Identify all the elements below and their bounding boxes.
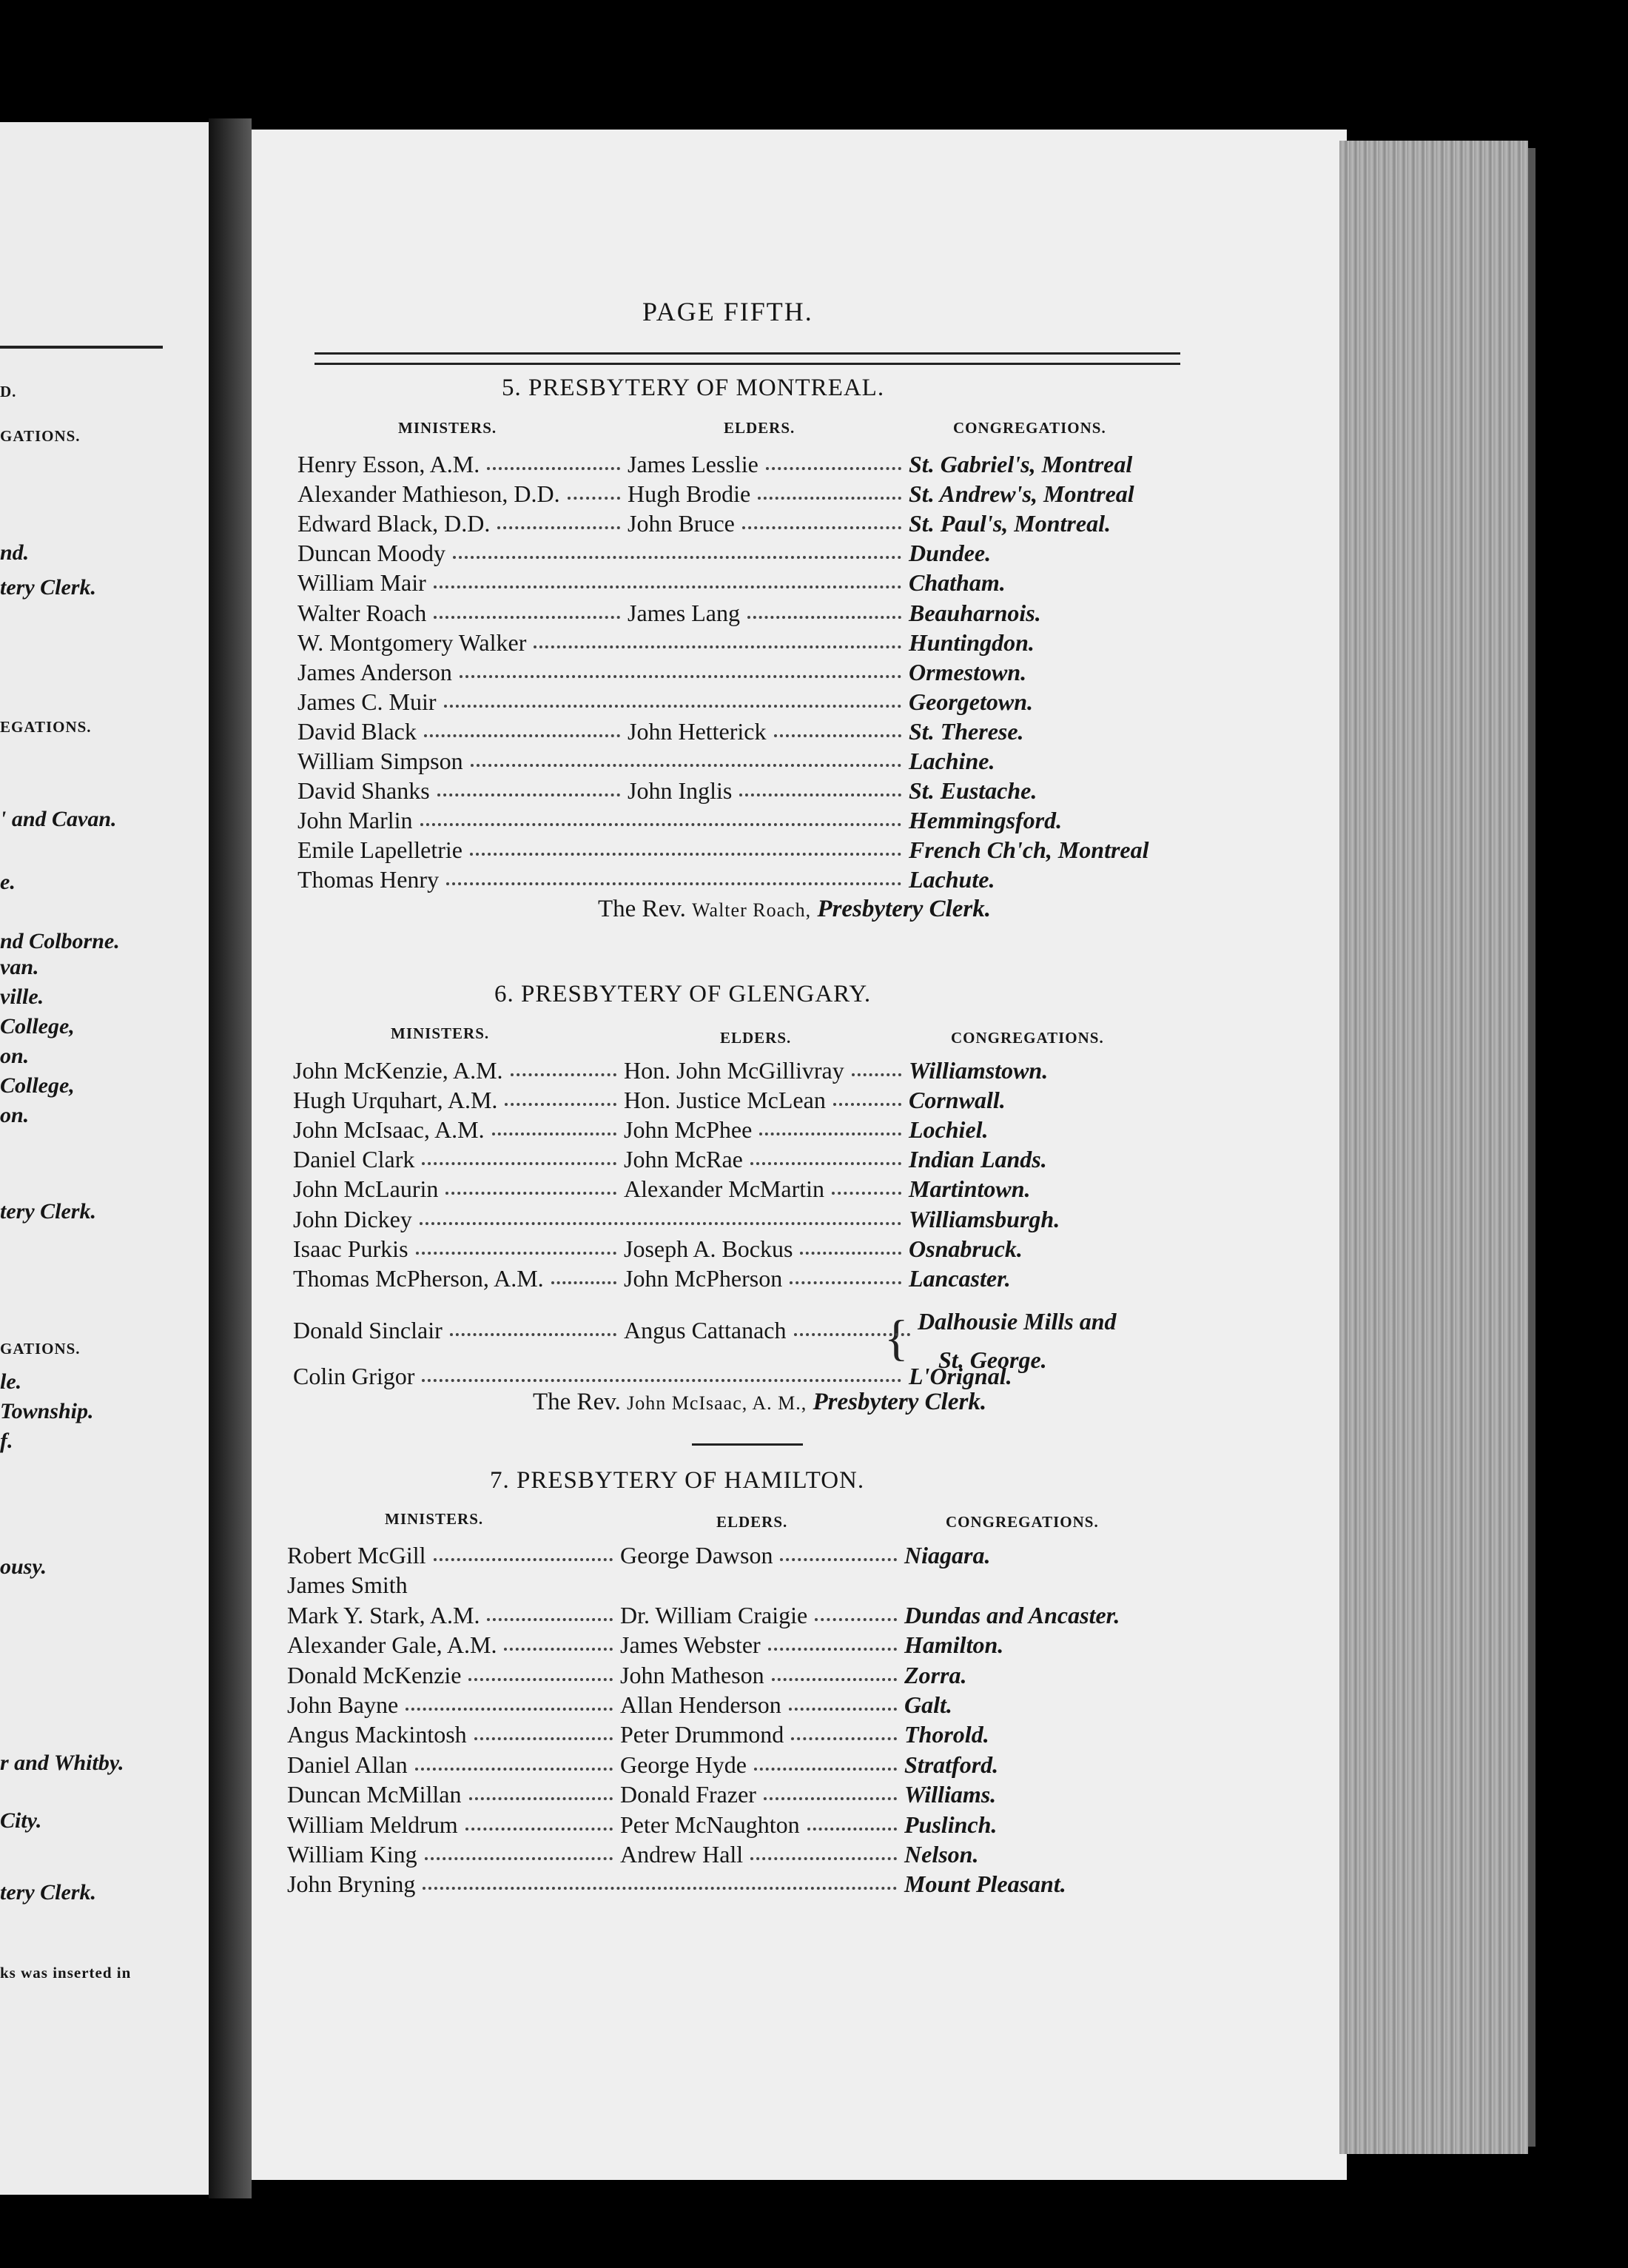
elder-cell: Peter McNaughton bbox=[620, 1811, 800, 1838]
minister-cell: Donald McKenzie bbox=[287, 1661, 462, 1688]
minister-cell: Mark Y. Stark, A.M. bbox=[287, 1601, 480, 1628]
elder-cell: John McPherson bbox=[624, 1264, 783, 1292]
dotted-leader bbox=[444, 705, 901, 708]
congregation-cell: St. Andrew's, Montreal bbox=[909, 480, 1134, 508]
minister-cell: John Bryning bbox=[287, 1871, 416, 1898]
left-page-fragment: City. bbox=[0, 1808, 42, 1833]
dotted-leader bbox=[774, 734, 901, 737]
congregation-cell: Williamstown. bbox=[909, 1057, 1049, 1084]
minister-cell: John Dickey bbox=[293, 1205, 412, 1232]
congregation-cell: Dundee. bbox=[909, 540, 992, 567]
congregation-cell: Lachine. bbox=[909, 748, 995, 774]
col-head-elders: ELDERS. bbox=[724, 419, 796, 437]
dotted-leader bbox=[568, 497, 620, 500]
dotted-leader bbox=[469, 1797, 613, 1800]
dotted-leader bbox=[815, 1618, 897, 1621]
left-page-fragment: r and Whitby. bbox=[0, 1751, 124, 1775]
table-row bbox=[0, 510, 1628, 540]
dotted-leader bbox=[422, 1379, 901, 1382]
left-page-fragment: ousy. bbox=[0, 1554, 47, 1579]
left-page-fragment: van. bbox=[0, 955, 39, 979]
minister-cell: Thomas McPherson, A.M. bbox=[293, 1264, 544, 1292]
table-row bbox=[0, 1175, 1628, 1205]
congregation-cell: L'Orignal. bbox=[909, 1362, 1012, 1389]
dotted-leader bbox=[487, 1618, 613, 1621]
table-row bbox=[0, 1841, 1628, 1871]
dotted-leader bbox=[768, 1648, 897, 1651]
congregation-cell: Indian Lands. bbox=[909, 1146, 1047, 1173]
congregation-cell: Beauharnois. bbox=[909, 599, 1041, 626]
left-page-fragment: Township. bbox=[0, 1399, 94, 1423]
col-head-elders: ELDERS. bbox=[716, 1513, 788, 1531]
table-row bbox=[0, 1781, 1628, 1811]
dotted-leader bbox=[747, 616, 901, 619]
dotted-leader bbox=[750, 1857, 897, 1860]
clerk-name: John McIsaac, A. M., bbox=[627, 1392, 807, 1414]
minister-cell: David Black bbox=[297, 717, 417, 745]
dotted-leader bbox=[789, 1708, 897, 1711]
dotted-leader bbox=[772, 1678, 897, 1681]
dotted-leader bbox=[764, 1797, 897, 1800]
minister-cell: John McKenzie, A.M. bbox=[293, 1057, 503, 1084]
dotted-leader bbox=[434, 1558, 613, 1561]
dotted-leader bbox=[434, 586, 901, 588]
minister-cell: James C. Muir bbox=[297, 688, 437, 715]
table-row bbox=[0, 1146, 1628, 1175]
congregation-cell: Galt. bbox=[904, 1691, 952, 1718]
elder-cell: George Hyde bbox=[620, 1751, 747, 1778]
section-title-glengary: 6. PRESBYTERY OF GLENGARY. bbox=[494, 981, 872, 1007]
dotted-leader bbox=[832, 1192, 901, 1195]
minister-cell: David Shanks bbox=[297, 777, 430, 805]
elder-cell: John Inglis bbox=[628, 777, 733, 805]
elder-cell: John McRae bbox=[624, 1146, 743, 1173]
elder-cell: John Matheson bbox=[620, 1661, 764, 1688]
clerk-prefix: The Rev. bbox=[598, 896, 686, 922]
elder-cell: James Lang bbox=[628, 599, 740, 626]
minister-cell: Angus Mackintosh bbox=[287, 1721, 467, 1748]
congregation-cell: Puslinch. bbox=[904, 1811, 998, 1838]
congregation-cell: Dalhousie Mills and bbox=[918, 1307, 1117, 1335]
minister-cell: Donald Sinclair bbox=[293, 1316, 443, 1343]
left-page-fragment: ville. bbox=[0, 984, 44, 1009]
header-double-rule bbox=[314, 352, 1180, 365]
col-head-congregations: CONGREGATIONS. bbox=[946, 1513, 1099, 1531]
minister-cell: John Bayne bbox=[287, 1691, 399, 1718]
dotted-leader bbox=[445, 1192, 616, 1195]
elder-cell: Hugh Brodie bbox=[628, 480, 751, 508]
dotted-leader bbox=[504, 1648, 613, 1651]
dotted-leader bbox=[505, 1103, 616, 1106]
congregation-cell: St. Gabriel's, Montreal bbox=[909, 451, 1133, 477]
table-row bbox=[0, 1871, 1628, 1900]
congregation-cell: Thorold. bbox=[904, 1721, 989, 1748]
dotted-leader bbox=[470, 853, 901, 856]
left-page-fragment: tery Clerk. bbox=[0, 1199, 96, 1224]
minister-cell: Thomas Henry bbox=[297, 866, 440, 893]
running-head: PAGE FIFTH. bbox=[642, 297, 813, 326]
table-row bbox=[0, 688, 1628, 718]
congregation-cell: Lochiel. bbox=[909, 1116, 989, 1144]
dotted-leader bbox=[465, 1828, 613, 1831]
table-row bbox=[0, 1087, 1628, 1116]
left-page-fragment: GATIONS. bbox=[0, 427, 81, 445]
dotted-leader bbox=[551, 1281, 616, 1284]
table-row bbox=[0, 1721, 1628, 1751]
col-head-congregations: CONGREGATIONS. bbox=[953, 419, 1106, 437]
table-row bbox=[0, 1116, 1628, 1146]
dotted-leader bbox=[422, 1162, 616, 1165]
table-row bbox=[0, 569, 1628, 599]
table-row bbox=[0, 1571, 1628, 1601]
dotted-leader bbox=[750, 1162, 901, 1165]
clerk-role: Presbytery Clerk. bbox=[813, 1389, 987, 1415]
dotted-leader bbox=[766, 467, 901, 470]
left-page-fragment: EGATIONS. bbox=[0, 718, 92, 736]
elder-cell: Hon. Justice McLean bbox=[624, 1087, 826, 1114]
dotted-leader bbox=[791, 1737, 897, 1740]
minister-cell: William Mair bbox=[297, 569, 426, 597]
minister-cell: Henry Esson, A.M. bbox=[297, 451, 480, 477]
elder-cell: Allan Henderson bbox=[620, 1691, 781, 1718]
dotted-leader bbox=[492, 1133, 616, 1135]
dotted-leader bbox=[780, 1558, 897, 1561]
dotted-leader bbox=[739, 794, 901, 796]
section-title-hamilton: 7. PRESBYTERY OF HAMILTON. bbox=[490, 1467, 865, 1494]
dotted-leader bbox=[415, 1768, 613, 1771]
clerk-role: Presbytery Clerk. bbox=[817, 896, 992, 922]
dotted-leader bbox=[487, 467, 620, 470]
left-page-fragment: nd. bbox=[0, 540, 30, 565]
dotted-leader bbox=[450, 1333, 616, 1336]
elder-cell: George Dawson bbox=[620, 1542, 773, 1569]
table-row bbox=[0, 1662, 1628, 1691]
table-row bbox=[0, 1206, 1628, 1235]
table-row bbox=[0, 540, 1628, 569]
minister-cell: Alexander Gale, A.M. bbox=[287, 1631, 497, 1659]
dotted-leader bbox=[833, 1103, 901, 1106]
minister-cell: William Meldrum bbox=[287, 1811, 458, 1838]
section-title-montreal: 5. PRESBYTERY OF MONTREAL. bbox=[502, 375, 885, 401]
dotted-leader bbox=[758, 497, 901, 500]
congregation-cell: Stratford. bbox=[904, 1751, 999, 1778]
table-row bbox=[0, 1363, 1628, 1392]
table-row bbox=[0, 1265, 1628, 1295]
dotted-leader bbox=[437, 794, 620, 796]
table-row bbox=[0, 1602, 1628, 1631]
dotted-leader bbox=[794, 1333, 910, 1336]
congregation-cell: St. Therese. bbox=[909, 717, 1024, 745]
congregation-cell: Zorra. bbox=[904, 1661, 967, 1688]
table-row bbox=[0, 748, 1628, 777]
table-row bbox=[0, 1751, 1628, 1781]
table-row bbox=[0, 1691, 1628, 1721]
dotted-leader bbox=[807, 1828, 897, 1831]
minister-cell: W. Montgomery Walker bbox=[297, 628, 527, 656]
congregation-cell: Ormestown. bbox=[909, 658, 1027, 685]
col-head-elders: ELDERS. bbox=[720, 1029, 792, 1047]
congregation-cell: Osnabruck. bbox=[909, 1235, 1023, 1262]
table-row bbox=[0, 629, 1628, 659]
clerk-prefix: The Rev. bbox=[533, 1389, 621, 1415]
minister-cell: Hugh Urquhart, A.M. bbox=[293, 1087, 498, 1114]
left-page-fragment: e. bbox=[0, 870, 16, 894]
left-page-fragment: GATIONS. bbox=[0, 1340, 81, 1358]
brace-glyph: { bbox=[884, 1309, 909, 1366]
dotted-leader bbox=[446, 882, 901, 885]
left-page-fragment: f. bbox=[0, 1429, 13, 1453]
elder-cell: Peter Drummond bbox=[620, 1721, 784, 1748]
col-head-congregations: CONGREGATIONS. bbox=[951, 1029, 1104, 1047]
clerk-name: Walter Roach, bbox=[692, 899, 812, 921]
minister-cell: James Smith bbox=[287, 1571, 408, 1599]
left-page-fragment: College, bbox=[0, 1073, 75, 1098]
left-page-fragment: on. bbox=[0, 1044, 30, 1068]
dotted-leader bbox=[460, 675, 901, 678]
congregation-cell: Lancaster. bbox=[909, 1264, 1011, 1292]
left-page-fragment: le. bbox=[0, 1369, 22, 1394]
dotted-leader bbox=[420, 823, 901, 826]
congregation-cell: Hemmingsford. bbox=[909, 807, 1063, 834]
minister-cell: John Marlin bbox=[297, 807, 413, 834]
dotted-leader bbox=[425, 1857, 613, 1860]
minister-cell: Robert McGill bbox=[287, 1542, 426, 1569]
left-page-fragment: ks was inserted in bbox=[0, 1964, 132, 1982]
elder-cell: James Lesslie bbox=[628, 451, 758, 477]
minister-cell: Duncan McMillan bbox=[287, 1781, 462, 1808]
dotted-leader bbox=[511, 1073, 616, 1076]
minister-cell: Walter Roach bbox=[297, 599, 427, 626]
elder-cell: Dr. William Craigie bbox=[620, 1601, 808, 1628]
congregation-cell: Nelson. bbox=[904, 1841, 979, 1868]
table-row bbox=[0, 1057, 1628, 1087]
elder-cell: Hon. John McGillivray bbox=[624, 1057, 844, 1084]
left-page-fragment: D. bbox=[0, 383, 17, 400]
minister-cell: John McIsaac, A.M. bbox=[293, 1116, 485, 1144]
table-row bbox=[0, 866, 1628, 896]
congregation-cell: Niagara. bbox=[904, 1542, 991, 1569]
dotted-leader bbox=[759, 1133, 901, 1135]
table-row bbox=[0, 718, 1628, 748]
elder-cell: Andrew Hall bbox=[620, 1841, 744, 1868]
congregation-cell: Huntingdon. bbox=[909, 628, 1035, 656]
table-row bbox=[0, 480, 1628, 510]
table-row bbox=[0, 807, 1628, 836]
dotted-leader bbox=[471, 764, 901, 767]
section-divider bbox=[692, 1443, 803, 1446]
col-head-ministers: MINISTERS. bbox=[385, 1510, 484, 1528]
dotted-leader bbox=[453, 556, 901, 559]
left-page-fragment: ' and Cavan. bbox=[0, 807, 117, 831]
elder-cell: Alexander McMartin bbox=[624, 1175, 825, 1203]
minister-cell: James Anderson bbox=[297, 658, 452, 685]
glengary-clerk-line bbox=[533, 1389, 986, 1416]
elder-cell: Joseph A. Bockus bbox=[624, 1235, 793, 1262]
dotted-leader bbox=[497, 526, 620, 529]
table-row bbox=[0, 836, 1628, 866]
congregation-cell: Williamsburgh. bbox=[909, 1205, 1060, 1232]
congregation-cell: Dundas and Ancaster. bbox=[904, 1601, 1120, 1628]
table-row bbox=[0, 1235, 1628, 1265]
congregation-cell: St. Paul's, Montreal. bbox=[909, 510, 1111, 537]
dotted-leader bbox=[468, 1678, 613, 1681]
minister-cell: John McLaurin bbox=[293, 1175, 439, 1203]
elder-cell: James Webster bbox=[620, 1631, 761, 1659]
dotted-leader bbox=[416, 1252, 616, 1255]
congregation-cell: Chatham. bbox=[909, 569, 1006, 597]
congregation-cell: Mount Pleasant. bbox=[904, 1871, 1066, 1898]
congregation-cell: Hamilton. bbox=[904, 1631, 1004, 1659]
dotted-leader bbox=[420, 1222, 901, 1225]
minister-cell: Edward Black, D.D. bbox=[297, 510, 491, 537]
minister-cell: William Simpson bbox=[297, 748, 463, 774]
dotted-leader bbox=[852, 1073, 901, 1076]
dotted-leader bbox=[800, 1252, 901, 1255]
elder-cell: John Hetterick bbox=[628, 717, 767, 745]
left-page-fragment: College, bbox=[0, 1014, 75, 1039]
dotted-leader bbox=[754, 1768, 897, 1771]
dotted-leader bbox=[406, 1708, 613, 1711]
congregation-cell: Georgetown. bbox=[909, 688, 1033, 715]
table-row bbox=[0, 659, 1628, 688]
minister-cell: Colin Grigor bbox=[293, 1362, 415, 1389]
table-row bbox=[0, 1542, 1628, 1571]
congregation-cell: St. Eustache. bbox=[909, 777, 1037, 805]
congregation-cell-line2: St. George. bbox=[938, 1346, 1047, 1373]
table-row bbox=[0, 1631, 1628, 1661]
left-page-fragment: tery Clerk. bbox=[0, 1880, 96, 1905]
minister-cell: Emile Lapelletrie bbox=[297, 836, 462, 864]
minister-cell: Isaac Purkis bbox=[293, 1235, 408, 1262]
minister-cell: Alexander Mathieson, D.D. bbox=[297, 480, 560, 508]
table-row bbox=[0, 451, 1628, 480]
elder-cell: John McPhee bbox=[624, 1116, 753, 1144]
elder-cell: John Bruce bbox=[628, 510, 735, 537]
congregation-cell: Williams. bbox=[904, 1781, 997, 1808]
dotted-leader bbox=[423, 1887, 897, 1890]
montreal-clerk-line bbox=[598, 896, 991, 923]
table-row bbox=[0, 1811, 1628, 1841]
congregation-cell: Lachute. bbox=[909, 866, 995, 893]
col-head-ministers: MINISTERS. bbox=[398, 419, 497, 437]
table-row bbox=[0, 600, 1628, 629]
table-row bbox=[0, 777, 1628, 807]
dotted-leader bbox=[434, 616, 620, 619]
left-page-fragment: on. bbox=[0, 1103, 30, 1127]
dotted-leader bbox=[790, 1281, 901, 1284]
dotted-leader bbox=[424, 734, 620, 737]
elder-cell: Angus Cattanach bbox=[624, 1316, 787, 1343]
minister-cell: Daniel Clark bbox=[293, 1146, 415, 1173]
congregation-cell: French Ch'ch, Montreal bbox=[909, 836, 1149, 864]
elder-cell: Donald Frazer bbox=[620, 1781, 756, 1808]
dotted-leader bbox=[534, 645, 901, 648]
minister-cell: Daniel Allan bbox=[287, 1751, 408, 1778]
congregation-cell: Cornwall. bbox=[909, 1087, 1006, 1114]
left-page-fragment: tery Clerk. bbox=[0, 575, 96, 600]
minister-cell: Duncan Moody bbox=[297, 540, 445, 567]
congregation-cell: Martintown. bbox=[909, 1175, 1031, 1203]
dotted-leader bbox=[474, 1737, 613, 1740]
left-page-fragment: nd Colborne. bbox=[0, 929, 120, 953]
minister-cell: William King bbox=[287, 1841, 417, 1868]
col-head-ministers: MINISTERS. bbox=[391, 1024, 490, 1042]
dotted-leader bbox=[742, 526, 901, 529]
